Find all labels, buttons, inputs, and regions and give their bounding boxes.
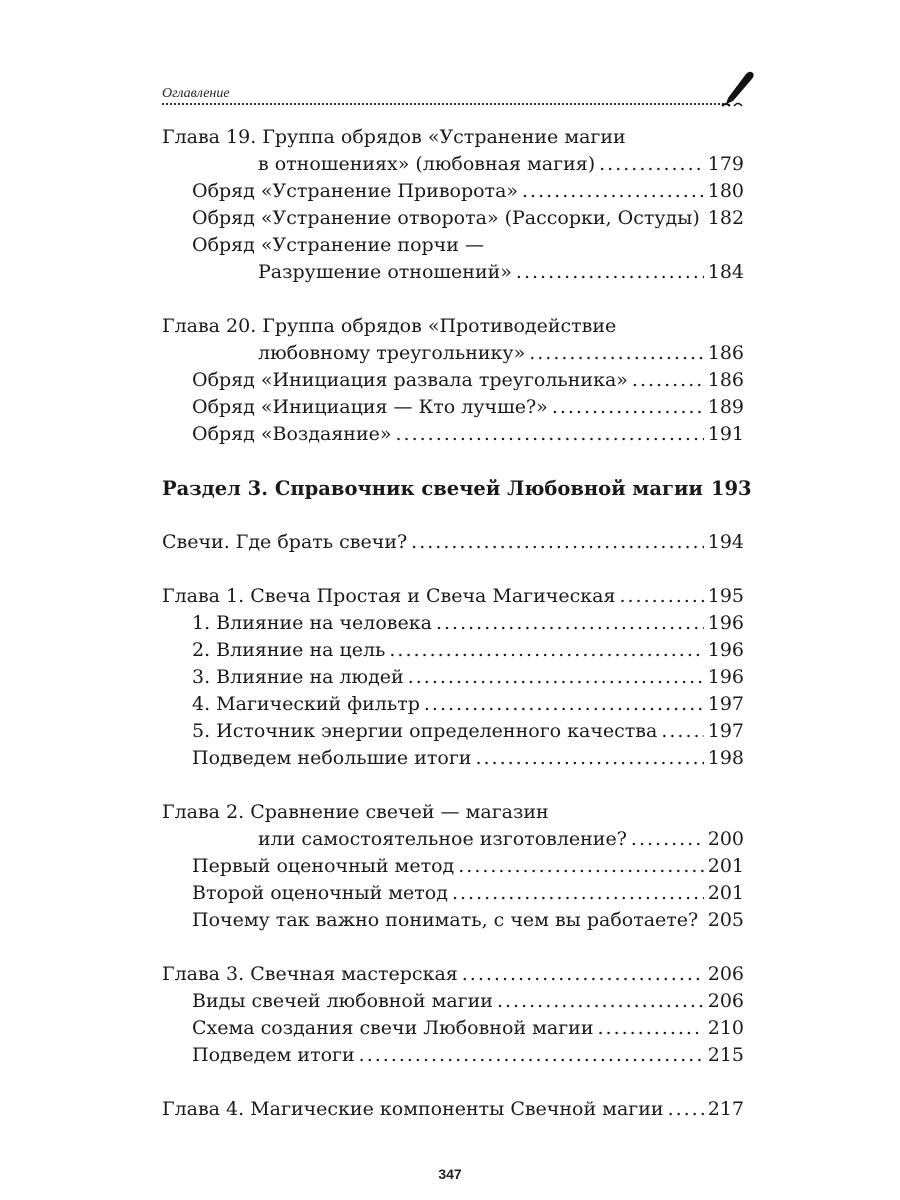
running-header — [162, 82, 744, 104]
toc-entry-chapter-3[interactable]: Глава 3. Свечная мастерская ..... 206 — [162, 961, 744, 988]
toc-entry-chapter-20[interactable]: Глава 20. Группа обрядов «Противодействие — [162, 315, 617, 337]
table-of-contents — [162, 124, 752, 1123]
dot-leader — [597, 1015, 703, 1042]
toc-entry[interactable]: Обряд «Устранение отворота» (Рассорки, Остуды) 182 — [162, 205, 744, 232]
page-ref: 200 — [707, 828, 744, 850]
dot-leader — [411, 529, 704, 556]
toc-entry[interactable]: Обряд «Воздаяние» ..... 191 — [162, 421, 744, 448]
dot-leader — [552, 394, 704, 421]
toc-entry[interactable]: Подведем небольшие итоги ..... 198 — [162, 745, 744, 772]
page-ref: 198 — [707, 747, 744, 769]
page-ref: 182 — [707, 207, 745, 229]
page-ref: 196 — [707, 666, 744, 688]
dot-leader — [396, 421, 704, 448]
page-ref: 195 — [707, 585, 744, 607]
dot-leader — [497, 988, 704, 1015]
toc-entry[interactable]: Разрушение отношений» ..... 184 — [162, 259, 744, 286]
dot-leader — [529, 340, 704, 367]
toc-entry[interactable]: Схема создания свечи Любовной магии ..... 210 — [162, 1015, 744, 1042]
dot-leader — [661, 718, 703, 745]
toc-entry[interactable]: Второй оценочный метод ..... 201 — [162, 880, 744, 907]
toc-entry[interactable]: Почему так важно понимать, с чем вы работаете? ..... 205 — [162, 907, 744, 934]
page-ref: 186 — [707, 369, 744, 391]
page-ref: 210 — [707, 1017, 744, 1039]
dot-leader — [599, 151, 704, 178]
toc-entry[interactable]: Обряд «Инициация развала треугольника» ..... 186 — [162, 367, 744, 394]
toc-entry[interactable]: 4. Магический фильтр ..... 197 — [162, 691, 744, 718]
page-ref: 191 — [707, 423, 744, 445]
toc-entry[interactable]: любовному треугольнику» ..... 186 — [162, 340, 744, 367]
toc-entry-chapter-19[interactable]: Глава 19. Группа обрядов «Устранение магии — [162, 126, 626, 148]
page-ref: 193 — [710, 477, 752, 500]
header-title: Оглавление — [162, 86, 230, 101]
quill-pen-icon — [720, 68, 756, 108]
toc-entry[interactable]: 2. Влияние на цель ..... 196 — [162, 637, 744, 664]
page-ref: 215 — [707, 1044, 744, 1066]
dot-leader — [452, 880, 704, 907]
dot-leader — [458, 853, 704, 880]
dot-leader — [516, 259, 704, 286]
toc-entry-chapter-4[interactable]: Глава 4. Магические компоненты Свечной магии ..... 217 — [162, 1096, 744, 1123]
toc-entry-chapter-1[interactable]: Глава 1. Свеча Простая и Свеча Магическая ..... 195 — [162, 583, 744, 610]
toc-entry[interactable]: Свечи. Где брать свечи? ..... 194 — [162, 529, 744, 556]
page-ref: 217 — [707, 1098, 744, 1120]
toc-entry[interactable]: Обряд «Устранение Приворота» ..... 180 — [162, 178, 744, 205]
header-dotted-rule — [162, 103, 724, 105]
dot-leader — [462, 961, 704, 988]
page-ref: 194 — [707, 531, 744, 553]
toc-entry-chapter-2[interactable]: Глава 2. Сравнение свечей — магазин — [162, 801, 549, 823]
page-number: 347 — [438, 1166, 462, 1182]
dot-leader — [424, 691, 704, 718]
page-ref: 196 — [707, 612, 744, 634]
toc-entry[interactable]: 3. Влияние на людей ..... 196 — [162, 664, 744, 691]
dot-leader — [702, 907, 703, 934]
toc-entry[interactable]: в отношениях» (любовная магия) ..... 179 — [162, 151, 744, 178]
dot-leader — [619, 583, 703, 610]
toc-entry[interactable]: Виды свечей любовной магии ..... 206 — [162, 988, 744, 1015]
dot-leader — [359, 1042, 704, 1069]
dot-leader — [522, 178, 704, 205]
toc-entry[interactable]: Первый оценочный метод ..... 201 — [162, 853, 744, 880]
page-ref: 206 — [707, 963, 744, 985]
toc-entry[interactable]: Обряд «Устранение порчи — — [192, 234, 484, 256]
dot-leader — [408, 664, 704, 691]
dot-leader — [632, 367, 704, 394]
dot-leader — [436, 610, 704, 637]
toc-entry-section-3[interactable]: Раздел 3. Справочник свечей Любовной магии 193 — [162, 477, 752, 500]
page-ref: 186 — [707, 342, 744, 364]
toc-entry[interactable]: Подведем итоги ..... 215 — [162, 1042, 744, 1069]
dot-leader — [475, 745, 703, 772]
toc-entry[interactable]: 5. Источник энергии определенного качества ..... 197 — [162, 718, 744, 745]
page-ref: 196 — [707, 639, 744, 661]
page-ref: 201 — [707, 882, 744, 904]
page-ref: 180 — [707, 180, 744, 202]
dot-leader — [389, 637, 703, 664]
page-ref: 197 — [707, 693, 744, 715]
page-ref: 189 — [707, 396, 744, 418]
toc-entry[interactable]: Обряд «Инициация — Кто лучше?» ..... 189 — [162, 394, 744, 421]
dot-leader — [668, 1096, 704, 1123]
page-ref: 179 — [707, 153, 744, 175]
dot-leader — [631, 826, 704, 853]
page-ref: 201 — [707, 855, 744, 877]
toc-entry[interactable]: 1. Влияние на человека ..... 196 — [162, 610, 744, 637]
page-ref: 206 — [707, 990, 744, 1012]
page-ref: 197 — [707, 720, 744, 742]
page-ref: 184 — [707, 261, 744, 283]
page-ref: 205 — [707, 909, 744, 931]
toc-entry[interactable]: или самостоятельное изготовление? ..... 200 — [162, 826, 744, 853]
